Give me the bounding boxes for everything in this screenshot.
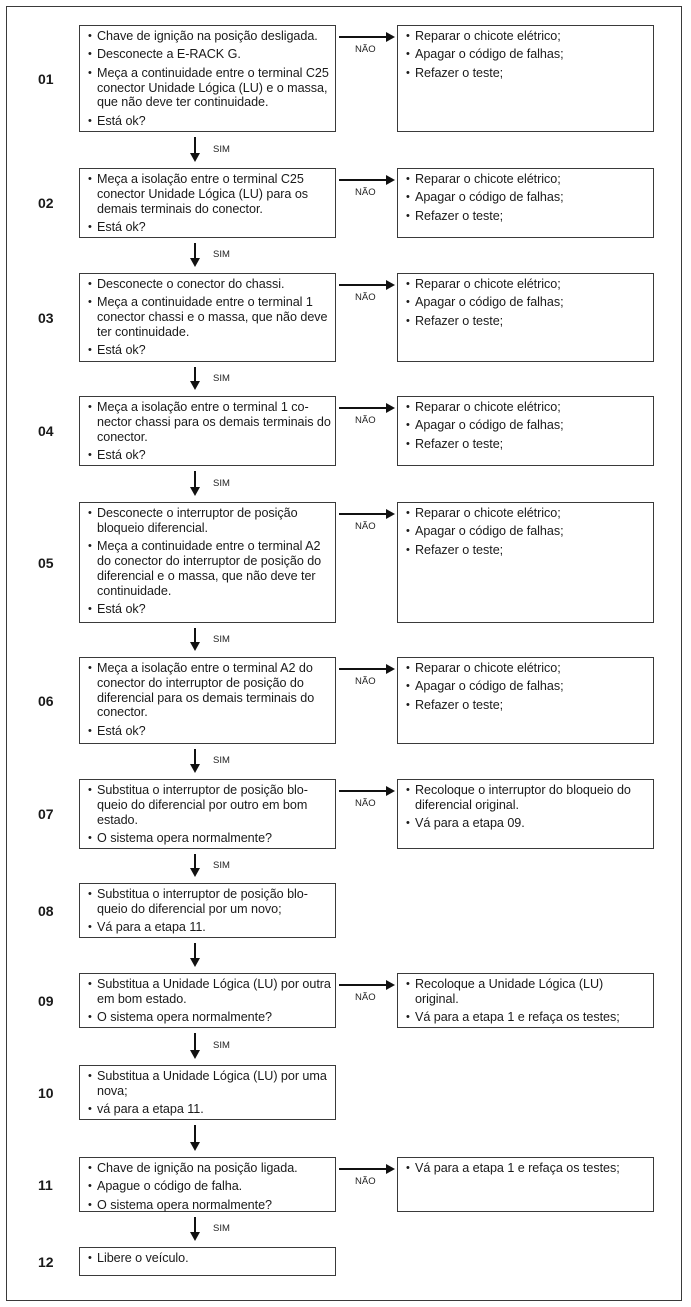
action-item: • Chave de ignição na posição desligada.: [88, 29, 331, 44]
no-action-box: [397, 273, 654, 362]
no-action-item: • Refazer o teste;: [406, 437, 649, 452]
no-action-item: • Reparar o chicote elétrico;: [406, 661, 649, 676]
yes-branch-arrow-icon: [189, 1217, 201, 1241]
yes-label: SIM: [213, 755, 230, 766]
action-item: • Substitua a Unidade Lógica (LU) por uma nova;: [88, 1069, 331, 1099]
no-action-item: • Refazer o teste;: [406, 543, 649, 558]
action-item: • Está ok?: [88, 448, 331, 463]
no-label: NÃO: [355, 992, 376, 1003]
action-list: [88, 29, 331, 129]
no-action-list: [406, 400, 649, 452]
yes-branch-arrow-icon: [189, 243, 201, 267]
yes-label: SIM: [213, 477, 230, 489]
no-action-item: • Vá para a etapa 1 e refaça os testes;: [406, 1010, 649, 1025]
no-action-list: [406, 506, 649, 558]
no-action-box: [397, 779, 654, 849]
no-branch-arrow-icon: [339, 1162, 395, 1176]
no-action-item: • Apagar o código de falhas;: [406, 295, 649, 310]
step-number: 10: [38, 1084, 54, 1101]
yes-label: SIM: [213, 633, 230, 645]
action-item: • Meça a continuidade entre o terminal 1 conector chassi e o massa, que não deve ter continuidade.: [88, 295, 331, 339]
no-action-list: [406, 277, 649, 329]
action-item: • Meça a isolação entre o terminal A2 do conector do interruptor de posição do diferencial para os demais terminais do conector.: [88, 661, 331, 720]
step-action-box: [79, 883, 336, 938]
step-number: 04: [38, 423, 54, 439]
no-branch-arrow-icon: [339, 662, 395, 676]
no-branch-arrow-icon: [339, 278, 395, 292]
step-number: 01: [38, 70, 54, 87]
yes-label: SIM: [213, 1223, 230, 1234]
no-label: NÃO: [355, 676, 376, 687]
no-action-item: • Apagar o código de falhas;: [406, 47, 649, 62]
no-action-box: [397, 973, 654, 1028]
step-number: 03: [38, 309, 54, 326]
action-item: • Meça a continuidade entre o terminal A2 do conector do interruptor de posição do diferencial e o massa, que não deve ter continuidade.: [88, 539, 331, 598]
yes-branch-arrow-icon: [189, 1033, 201, 1059]
action-list: [88, 506, 331, 617]
action-item: • Está ok?: [88, 220, 331, 235]
action-item: • Apague o código de falha.: [88, 1179, 331, 1194]
step-action-box: [79, 1157, 336, 1212]
no-label: NÃO: [355, 798, 376, 809]
step-action-box: [79, 1247, 336, 1276]
no-action-list: [406, 172, 649, 224]
action-list: [88, 783, 331, 846]
action-list: [88, 887, 331, 935]
action-item: • Chave de ignição na posição ligada.: [88, 1161, 331, 1176]
no-branch-arrow-icon: [339, 507, 395, 521]
step-number: 08: [38, 902, 54, 919]
no-label: NÃO: [355, 187, 376, 198]
no-action-item: • Recoloque a Unidade Lógica (LU) original.: [406, 977, 649, 1007]
action-list: [88, 172, 331, 235]
action-list: [88, 400, 331, 463]
action-item: • Libere o veículo.: [88, 1251, 331, 1266]
step-action-box: [79, 396, 336, 466]
no-action-box: [397, 25, 654, 132]
action-list: [88, 1251, 331, 1266]
action-item: • Desconecte o conector do chassi.: [88, 277, 331, 292]
step-number: 02: [38, 195, 54, 211]
step-number: 11: [38, 1176, 53, 1193]
action-item: • Está ok?: [88, 724, 331, 739]
no-action-item: • Vá para a etapa 1 e refaça os testes;: [406, 1161, 649, 1176]
yes-label: SIM: [213, 372, 230, 384]
no-branch-arrow-icon: [339, 173, 395, 187]
action-item: • Está ok?: [88, 343, 331, 358]
action-item: • Substitua o interruptor de posição blo-queio do diferencial por outro em bom estado.: [88, 783, 331, 827]
yes-branch-arrow-icon: [189, 1125, 201, 1151]
step-number: 09: [38, 992, 54, 1009]
no-action-item: • Refazer o teste;: [406, 314, 649, 329]
no-action-box: [397, 396, 654, 466]
yes-branch-arrow-icon: [189, 137, 201, 162]
no-action-item: • Reparar o chicote elétrico;: [406, 172, 649, 187]
yes-branch-arrow-icon: [189, 471, 201, 496]
no-action-item: • Refazer o teste;: [406, 66, 649, 81]
no-action-item: • Recoloque o interruptor do bloqueio do diferencial original.: [406, 783, 649, 813]
yes-branch-arrow-icon: [189, 628, 201, 651]
no-action-box: [397, 168, 654, 238]
no-action-item: • Apagar o código de falhas;: [406, 190, 649, 205]
no-label: NÃO: [355, 292, 376, 303]
no-action-item: • Apagar o código de falhas;: [406, 679, 649, 694]
no-action-item: • Apagar o código de falhas;: [406, 418, 649, 433]
no-action-list: [406, 1161, 649, 1176]
action-item: • Está ok?: [88, 602, 331, 617]
no-label: NÃO: [355, 1176, 376, 1187]
no-action-item: • Reparar o chicote elétrico;: [406, 29, 649, 44]
action-item: • Desconecte a E-RACK G.: [88, 47, 331, 62]
action-list: [88, 1161, 331, 1213]
step-action-box: [79, 273, 336, 362]
step-number: 07: [38, 806, 54, 822]
yes-label: SIM: [213, 859, 230, 871]
no-action-item: • Reparar o chicote elétrico;: [406, 400, 649, 415]
step-action-box: [79, 168, 336, 238]
action-item: • Está ok?: [88, 114, 331, 129]
step-action-box: [79, 502, 336, 623]
action-item: • Meça a isolação entre o terminal C25 conector Unidade Lógica (LU) para os demais terminais do conector.: [88, 172, 331, 216]
yes-branch-arrow-icon: [189, 854, 201, 877]
action-item: • vá para a etapa 11.: [88, 1102, 331, 1117]
action-item: • O sistema opera normalmente?: [88, 1198, 331, 1213]
action-item: • Meça a isolação entre o terminal 1 co-nector chassi para os demais terminais do conector.: [88, 400, 331, 444]
yes-label: SIM: [213, 249, 230, 260]
action-list: [88, 661, 331, 739]
no-branch-arrow-icon: [339, 978, 395, 992]
action-item: • Substitua o interruptor de posição blo-queio do diferencial por um novo;: [88, 887, 331, 917]
step-number: 06: [38, 692, 54, 709]
yes-branch-arrow-icon: [189, 943, 201, 967]
no-action-list: [406, 661, 649, 713]
action-item: • O sistema opera normalmente?: [88, 831, 331, 846]
no-label: NÃO: [355, 415, 376, 426]
yes-label: SIM: [213, 1040, 230, 1051]
no-label: NÃO: [355, 521, 376, 532]
no-action-list: [406, 29, 649, 81]
no-action-box: [397, 657, 654, 744]
no-action-item: • Vá para a etapa 09.: [406, 816, 649, 831]
no-action-item: • Reparar o chicote elétrico;: [406, 277, 649, 292]
action-item: • O sistema opera normalmente?: [88, 1010, 331, 1025]
no-action-item: • Reparar o chicote elétrico;: [406, 506, 649, 521]
yes-branch-arrow-icon: [189, 367, 201, 390]
step-action-box: [79, 657, 336, 744]
action-list: [88, 1069, 331, 1117]
step-number: 12: [38, 1253, 54, 1270]
action-list: [88, 277, 331, 358]
step-number: 05: [38, 554, 54, 571]
no-action-item: • Refazer o teste;: [406, 209, 649, 224]
action-item: • Meça a continuidade entre o terminal C25 conector Unidade Lógica (LU) e o massa, que não deve ter continuidade.: [88, 66, 331, 110]
action-item: • Substitua a Unidade Lógica (LU) por outra em bom estado.: [88, 977, 331, 1007]
no-action-list: [406, 783, 649, 831]
step-action-box: [79, 1065, 336, 1120]
no-action-box: [397, 502, 654, 623]
no-label: NÃO: [355, 44, 376, 55]
no-action-item: • Refazer o teste;: [406, 698, 649, 713]
no-action-box: [397, 1157, 654, 1212]
action-item: • Desconecte o interruptor de posição bloqueio diferencial.: [88, 506, 331, 536]
no-branch-arrow-icon: [339, 784, 395, 798]
no-action-list: [406, 977, 649, 1025]
no-branch-arrow-icon: [339, 401, 395, 415]
step-action-box: [79, 25, 336, 132]
step-action-box: [79, 973, 336, 1028]
yes-branch-arrow-icon: [189, 749, 201, 773]
no-action-item: • Apagar o código de falhas;: [406, 524, 649, 539]
yes-label: SIM: [213, 143, 230, 155]
action-item: • Vá para a etapa 11.: [88, 920, 331, 935]
no-branch-arrow-icon: [339, 30, 395, 44]
step-action-box: [79, 779, 336, 849]
action-list: [88, 977, 331, 1025]
